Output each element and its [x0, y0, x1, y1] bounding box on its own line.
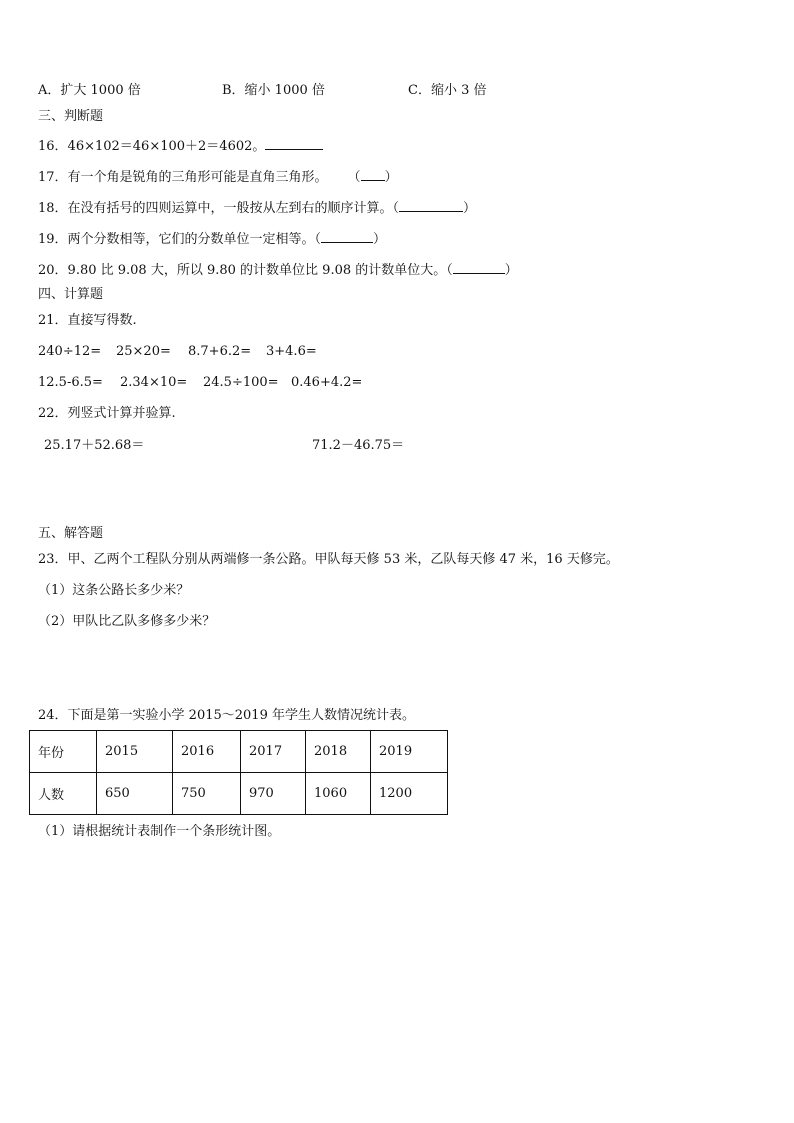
table-cell: 970 [241, 773, 306, 815]
answer-blank-20[interactable] [453, 261, 505, 274]
question-17-open-paren: （ [347, 170, 361, 185]
question-17-close-paren: ） [384, 170, 398, 185]
question-19-text: 19．两个分数相等，它们的分数单位一定相等。（ [38, 232, 322, 247]
option-b: B．缩小 1000 倍 [222, 83, 325, 98]
question-20 [38, 261, 518, 277]
statistics-table [29, 730, 448, 815]
calc-item: 0.46+4.2= [291, 375, 363, 390]
question-20-close-paren: ） [504, 263, 518, 278]
table-header-cell: 年份 [30, 731, 97, 773]
table-header-cell: 2019 [371, 731, 448, 773]
question-20-text: 20．9.80 比 9.08 大，所以 9.80 的计数单位比 9.08 的计数单位大。（ [38, 263, 453, 278]
table-header-cell: 2017 [241, 731, 306, 773]
calc-item: 12.5-6.5= [38, 375, 103, 390]
table-cell: 650 [97, 773, 173, 815]
question-23-part-1: （1）这条公路长多少米？ [38, 583, 190, 598]
question-17-text: 17．有一个角是锐角的三角形可能是直角三角形。 [38, 170, 328, 185]
question-18 [38, 199, 476, 215]
question-18-text: 18．在没有括号的四则运算中，一般按从左到右的顺序计算。（ [38, 201, 400, 216]
section-3-title: 三、判断题 [38, 109, 104, 124]
vertical-calc-2: 71.2－46.75＝ [312, 438, 405, 453]
question-17 [38, 168, 398, 184]
question-23: 23．甲、乙两个工程队分别从两端修一条公路。甲队每天修 53 米，乙队每天修 47 米，16 天修完。 [38, 552, 619, 567]
calc-item: 24.5÷100= [203, 375, 279, 390]
calc-item: 3+4.6= [266, 344, 317, 359]
section-4-title: 四、计算题 [38, 287, 104, 302]
table-cell: 人数 [30, 773, 97, 815]
calc-item: 240÷12= [38, 344, 102, 359]
table-row [30, 731, 448, 773]
question-19 [38, 230, 386, 246]
table-cell: 1200 [371, 773, 448, 815]
table-cell: 750 [173, 773, 241, 815]
answer-blank-18[interactable] [399, 199, 463, 212]
table-header-cell: 2016 [173, 731, 241, 773]
answer-blank-19[interactable] [321, 230, 373, 243]
table-cell: 1060 [306, 773, 371, 815]
calc-item: 2.34×10= [120, 375, 188, 390]
table-row [30, 773, 448, 815]
table-header-cell: 2018 [306, 731, 371, 773]
question-16 [38, 137, 323, 153]
question-22: 22．列竖式计算并验算. [38, 406, 176, 421]
answer-blank-17[interactable] [361, 168, 385, 181]
calc-item: 8.7+6.2= [188, 344, 252, 359]
question-21: 21．直接写得数. [38, 313, 137, 328]
section-5-title: 五、解答题 [38, 526, 104, 541]
question-23-part-2: （2）甲队比乙队多修多少米？ [38, 614, 216, 629]
calc-item: 25×20= [116, 344, 171, 359]
option-a: A．扩大 1000 倍 [38, 83, 141, 98]
question-18-close-paren: ） [463, 201, 477, 216]
vertical-calc-1: 25.17＋52.68＝ [44, 438, 145, 453]
answer-blank-16[interactable] [265, 137, 323, 150]
table-header-cell: 2015 [97, 731, 173, 773]
option-c: C．缩小 3 倍 [408, 83, 487, 98]
question-19-close-paren: ） [373, 232, 387, 247]
question-16-text: 16．46×102＝46×100＋2＝4602。 [38, 139, 266, 154]
question-24-part-1: （1）请根据统计表制作一个条形统计图。 [38, 824, 281, 839]
question-24: 24．下面是第一实验小学 2015～2019 年学生人数情况统计表。 [38, 708, 415, 723]
